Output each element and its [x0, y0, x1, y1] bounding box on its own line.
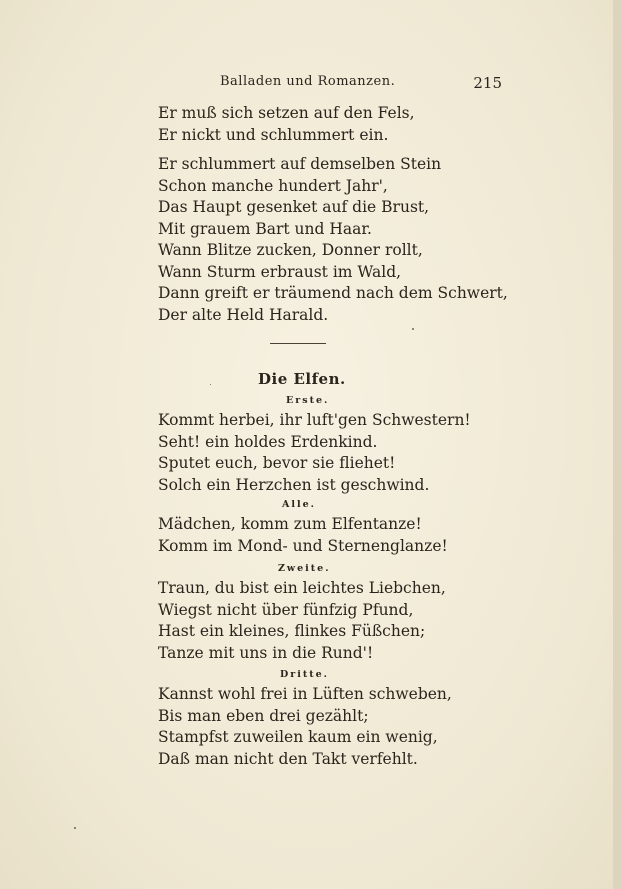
page-number: 215	[473, 74, 502, 92]
stanza-3	[158, 240, 508, 326]
verse-line: Er nickt und schlummert ein.	[158, 125, 389, 144]
verse-line: Sputet euch, bevor sie fliehet!	[158, 454, 396, 472]
verse-line: Bis man eben drei gezählt;	[158, 706, 369, 725]
verse-line: Solch ein Herzchen ist geschwind.	[158, 475, 430, 494]
speaker-second: Zweite.	[278, 563, 331, 574]
verse-line: Wiegst nicht über fünfzig Pfund,	[158, 600, 414, 619]
verse-line: Hast ein kleines, flinkes Füßchen;	[158, 622, 426, 640]
verse-line: Schon manche hundert Jahr',	[158, 176, 388, 195]
verse-line: Mit grauem Bart und Haar.	[158, 219, 372, 238]
verse-line: Wann Sturm erbraust im Wald,	[158, 262, 402, 281]
verse-line: Kommt herbei, ihr luft'gen Schwestern!	[158, 411, 471, 429]
stanza-1	[158, 103, 415, 146]
verse-line: Kannst wohl frei in Lüften schweben,	[158, 685, 452, 703]
verse-line: Der alte Held Harald.	[158, 305, 329, 324]
stanza-first-elf	[158, 410, 471, 496]
verse-line: Seht! ein holdes Erdenkind.	[158, 432, 378, 451]
paper-speck	[74, 827, 76, 829]
section-divider	[270, 343, 326, 344]
stanza-third-elf	[158, 684, 452, 770]
speaker-third: Dritte.	[280, 669, 329, 680]
poem-title: Die Elfen.	[258, 370, 346, 388]
stanza-all	[158, 514, 448, 557]
stanza-2	[158, 154, 441, 240]
verse-line: Er muß sich setzen auf den Fels,	[158, 104, 415, 122]
verse-line: Tanze mit uns in die Rund'!	[158, 643, 374, 662]
verse-line: Das Haupt gesenket auf die Brust,	[158, 198, 430, 216]
verse-line: Stampfst zuweilen kaum ein wenig,	[158, 728, 438, 746]
verse-line: Er schlummert auf demselben Stein	[158, 155, 442, 173]
page-edge	[613, 0, 621, 889]
verse-line: Wann Blitze zucken, Donner rollt,	[158, 241, 423, 259]
verse-line: Daß man nicht den Takt verfehlt.	[158, 749, 418, 768]
running-head: Balladen und Romanzen.	[220, 74, 396, 89]
speaker-first: Erste.	[286, 395, 330, 406]
verse-line: Dann greift er träumend nach dem Schwert,	[158, 284, 508, 302]
speaker-all: Alle.	[282, 499, 316, 510]
page-header	[220, 74, 510, 94]
verse-line: Komm im Mond- und Sternenglanze!	[158, 536, 448, 555]
paper-speck	[210, 384, 211, 385]
paper-speck	[412, 328, 414, 330]
stanza-second-elf	[158, 578, 446, 664]
verse-line: Traun, du bist ein leichtes Liebchen,	[158, 579, 446, 597]
verse-line: Mädchen, komm zum Elfentanze!	[158, 515, 422, 533]
